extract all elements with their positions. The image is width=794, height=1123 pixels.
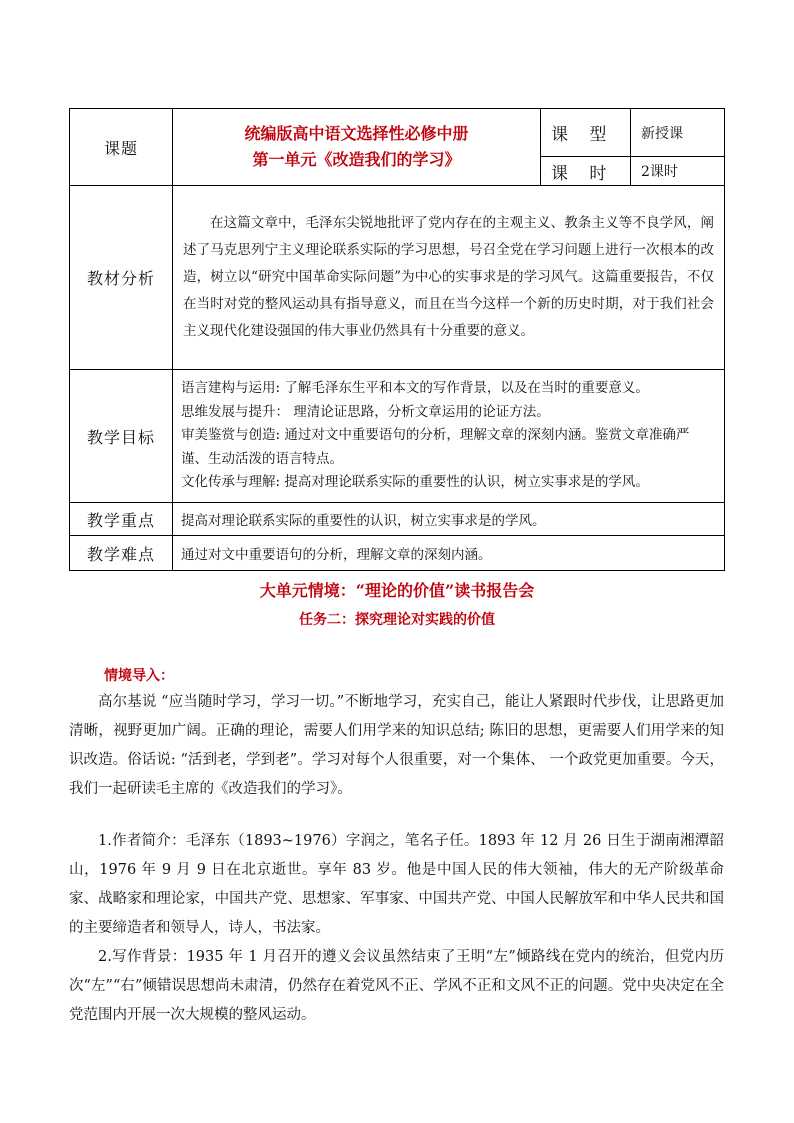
goals-label: 教学目标 <box>70 370 173 503</box>
author-paragraph: 1.作者简介：毛泽东（1893~1976）字润之，笔名子任。1893 年 12 月 26 日生于湖南湘潭韶山，1976 年 9 月 9 日在北京逝世。享年 83 岁。他是中国人民的伟大领袖，伟大的无产阶级革命家、战略家和理论家，中国共产党、思想家、军事家、中国共产党、中国人民解放军和中华人民共和国的主要缔造者和领导人，诗人，书法家。 <box>69 833 724 936</box>
goal-item: 文化传承与理解: 提高对理论联系实际的重要性的认识，树立实事求是的学风。 <box>181 474 649 491</box>
analysis-text: 在这篇文章中，毛泽东尖锐地批评了党内存在的主观主义、教条主义等不良学风，阐述了马克思列宁主义理论联系实际的学习思想，号召全党在学习问题上进行一次根本的改造，树立以“研究中国革命实际问题”为中心的实事求是的学习风气。这篇重要报告，不仅在当时对党的整风运动具有指导意义，而且在当今这样一个新的历史时期，对于我们社会主义现代化建设强国的伟大事业仍然具有十分重要的意义。 <box>183 215 714 339</box>
analysis-label: 教材分析 <box>70 186 173 370</box>
background-section <box>69 943 724 1030</box>
goal-item: 思维发展与提升： 理清论证思路，分析文章运用的论证方法。 <box>181 403 550 420</box>
task-heading: 任务二：探究理论对实践的价值 <box>299 612 495 628</box>
difficulties-text: 通过对文中重要语句的分析，理解文章的深刻内涵。 <box>173 536 725 571</box>
lesson-title-line2: 第一单元《改造我们的学习》 <box>252 150 461 169</box>
intro-paragraph-block <box>69 688 724 804</box>
lesson-type-label: 课 型 <box>541 109 631 157</box>
lesson-hours-label: 课 时 <box>541 157 631 186</box>
goal-item: 语言建构与运用: 了解毛泽东生平和本文的写作背景，以及在当时的重要意义。 <box>181 380 649 397</box>
lesson-title <box>173 109 541 186</box>
key-points-text: 提高对理论联系实际的重要性的认识，树立实事求是的学风。 <box>173 503 725 536</box>
intro-heading: 情境导入： <box>104 668 174 684</box>
key-points-label: 教学重点 <box>70 503 173 536</box>
intro-paragraph: 高尔基说 “应当随时学习，学习一切。”不断地学习，充实自己，能让人紧跟时代步伐，让思路更加清晰，视野更加广阔。正确的理论，需要人们用学来的知识总结; 陈旧的思想，更需要人们用学来的知识改造。俗话说: “活到老，学到老”。学习对每个人很重要，对一个集体、 一个政党更加重要。今天，我们一起研读毛主席的《改造我们的学习》。 <box>69 694 724 797</box>
goals-cell <box>173 370 725 503</box>
lesson-title-line1: 统编版高中语文选择性必修中册 <box>244 124 469 143</box>
difficulties-label: 教学难点 <box>70 536 173 571</box>
unit-context-heading: 大单元情境：“理论的价值”读书报告会 <box>259 581 535 600</box>
lesson-plan-table <box>69 108 725 571</box>
lesson-hours-value: 2课时 <box>631 157 725 186</box>
analysis-cell <box>173 186 725 370</box>
goal-item: 审美鉴赏与创造: 通过对文中重要语句的分析，理解文章的深刻内涵。鉴赏文章准确严谨、生动活泼的语言特点。 <box>181 427 690 467</box>
topic-label: 课题 <box>70 109 173 186</box>
background-paragraph: 2.写作背景：1935 年 1 月召开的遵义会议虽然结束了王明“左”倾路线在党内的统治，但党内历次“左”“右”倾错误思想尚未肃清，仍然存在着党风不正、学风不正和文风不正的问题。党中央决定在全党范围内开展一次大规模的整风运动。 <box>69 949 724 1023</box>
lesson-type-value: 新授课 <box>631 109 725 157</box>
author-section <box>69 827 724 943</box>
